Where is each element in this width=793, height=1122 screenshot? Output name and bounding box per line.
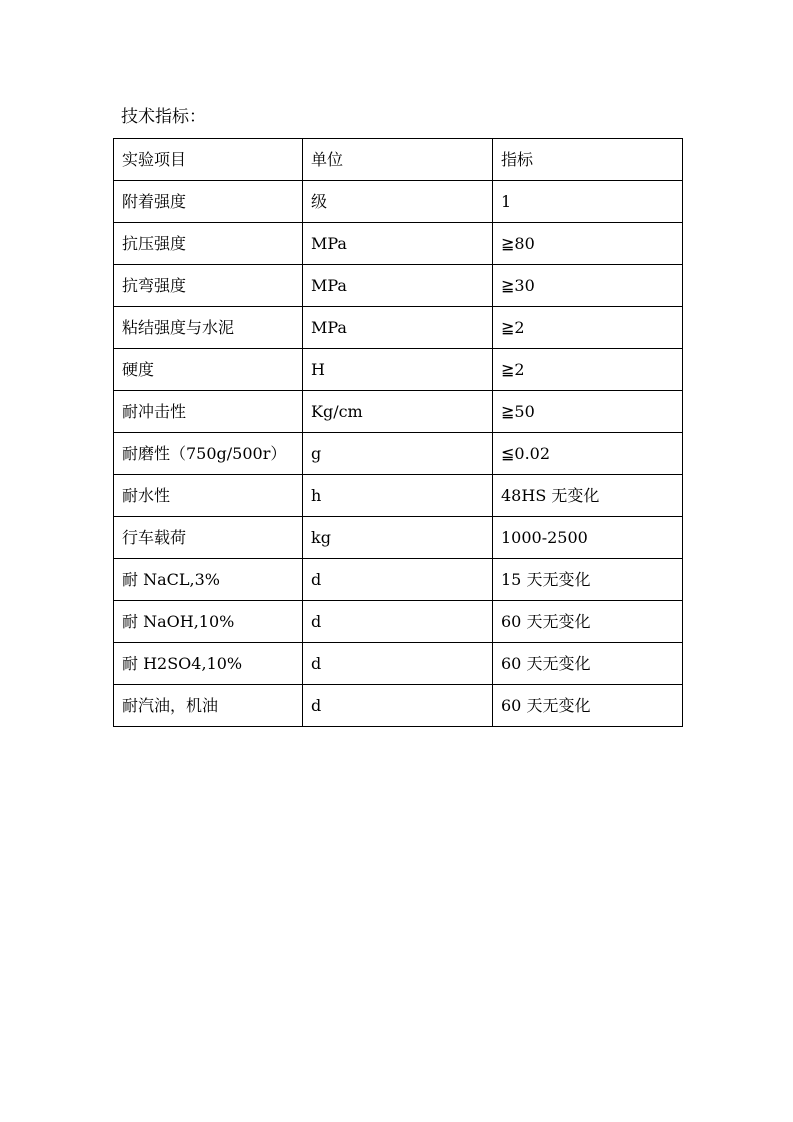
table-row: [114, 223, 683, 265]
cell-unit: h: [303, 475, 493, 517]
table-row: [114, 433, 683, 475]
cell-spec: 15 天无变化: [493, 559, 683, 601]
table-row: [114, 643, 683, 685]
cell-spec: 1: [493, 181, 683, 223]
cell-item: 硬度: [114, 349, 303, 391]
cell-unit: d: [303, 559, 493, 601]
cell-unit: d: [303, 643, 493, 685]
cell-spec: ≧2: [493, 349, 683, 391]
cell-spec: ≧80: [493, 223, 683, 265]
cell-item: 耐汽油，机油: [114, 685, 303, 727]
table-row: [114, 181, 683, 223]
table-row: [114, 685, 683, 727]
cell-spec: 60 天无变化: [493, 643, 683, 685]
cell-unit: g: [303, 433, 493, 475]
cell-unit: MPa: [303, 307, 493, 349]
cell-unit: 级: [303, 181, 493, 223]
cell-spec: ≧2: [493, 307, 683, 349]
cell-item: 抗压强度: [114, 223, 303, 265]
cell-unit: kg: [303, 517, 493, 559]
cell-unit: Kg/cm: [303, 391, 493, 433]
cell-item: 耐 NaOH,10%: [114, 601, 303, 643]
table-row: [114, 391, 683, 433]
cell-item: 耐冲击性: [114, 391, 303, 433]
table-row: [114, 349, 683, 391]
cell-spec: ≦0.02: [493, 433, 683, 475]
header-unit: 单位: [303, 139, 493, 181]
cell-item: 耐 H2SO4,10%: [114, 643, 303, 685]
table-header-row: [114, 139, 683, 181]
cell-item: 耐磨性（750g/500r）: [114, 433, 303, 475]
cell-unit: H: [303, 349, 493, 391]
cell-spec: ≧50: [493, 391, 683, 433]
table-row: [114, 559, 683, 601]
cell-spec: 1000-2500: [493, 517, 683, 559]
cell-item: 耐水性: [114, 475, 303, 517]
cell-unit: MPa: [303, 223, 493, 265]
cell-spec: 60 天无变化: [493, 685, 683, 727]
header-item: 实验项目: [114, 139, 303, 181]
cell-item: 耐 NaCL,3%: [114, 559, 303, 601]
technical-spec-table: [113, 138, 683, 727]
cell-unit: d: [303, 601, 493, 643]
cell-item: 粘结强度与水泥: [114, 307, 303, 349]
cell-item: 附着强度: [114, 181, 303, 223]
table-row: [114, 475, 683, 517]
cell-item: 行车载荷: [114, 517, 303, 559]
cell-spec: 60 天无变化: [493, 601, 683, 643]
header-spec: 指标: [493, 139, 683, 181]
table-row: [114, 601, 683, 643]
cell-unit: MPa: [303, 265, 493, 307]
cell-item: 抗弯强度: [114, 265, 303, 307]
cell-unit: d: [303, 685, 493, 727]
table-row: [114, 517, 683, 559]
cell-spec: 48HS 无变化: [493, 475, 683, 517]
cell-spec: ≧30: [493, 265, 683, 307]
table-row: [114, 265, 683, 307]
table-row: [114, 307, 683, 349]
section-heading: 技术指标：: [121, 107, 206, 127]
